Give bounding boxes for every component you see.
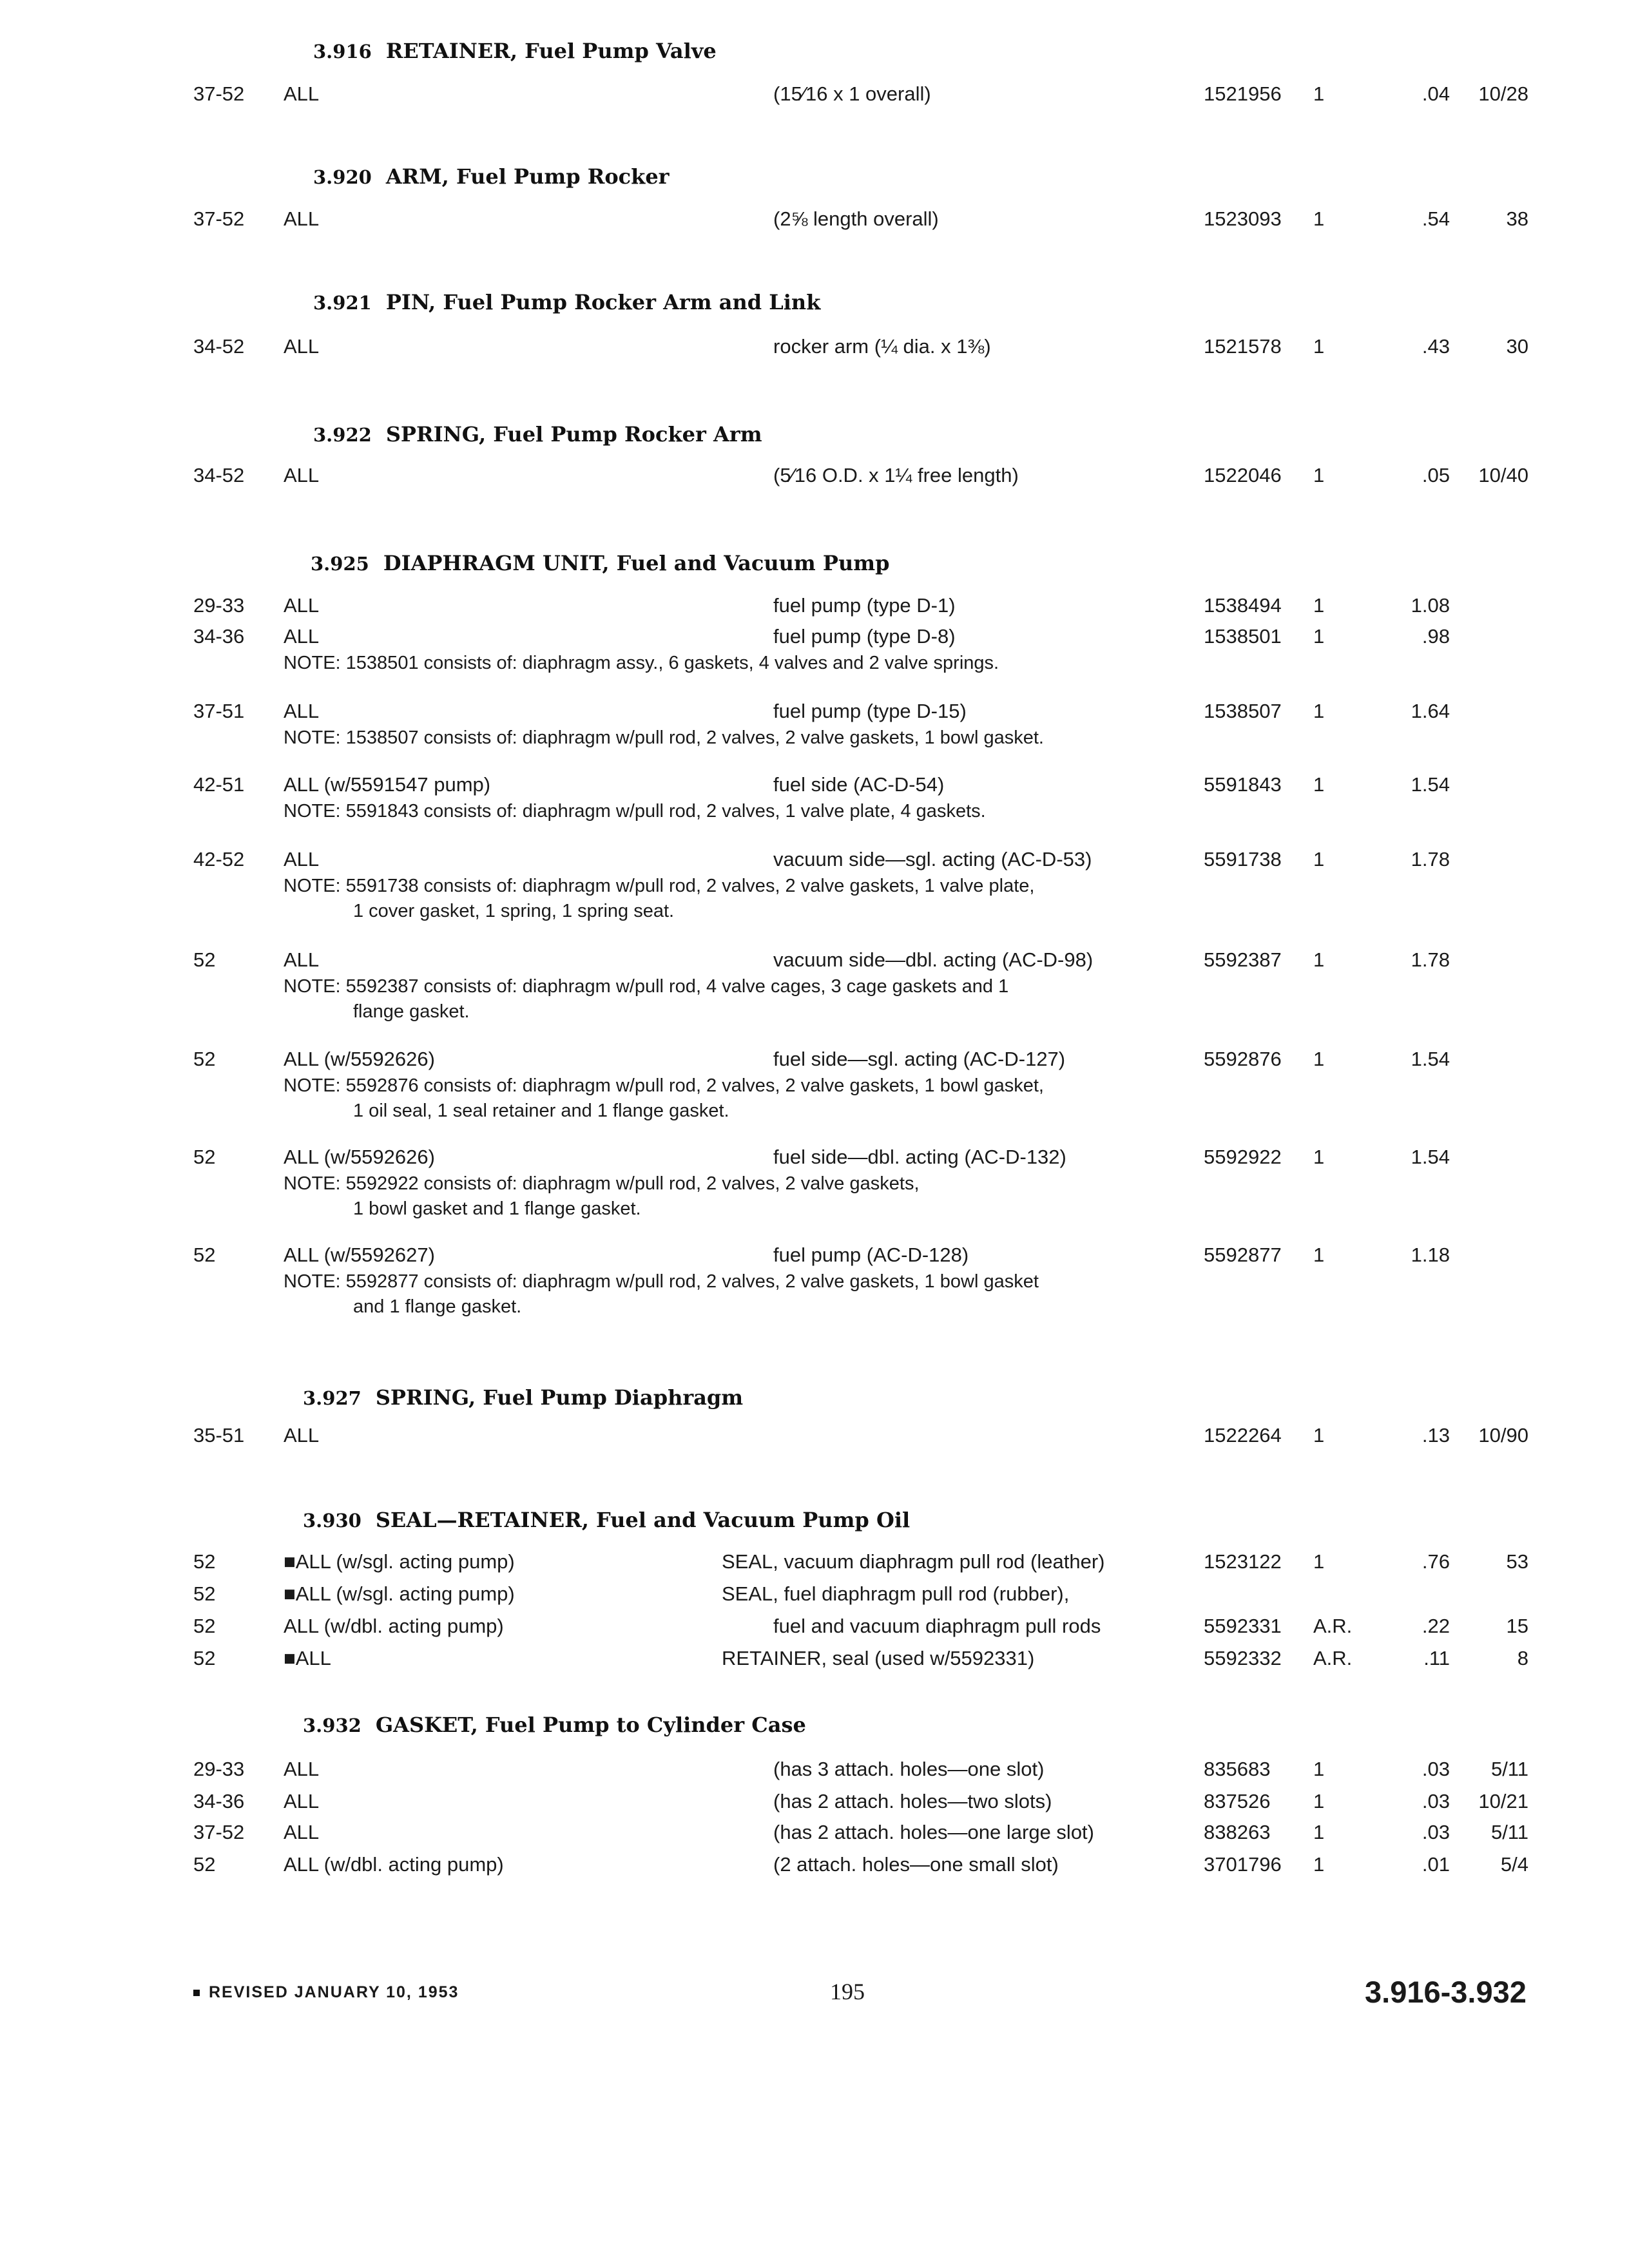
part-number: 5591843 bbox=[1204, 773, 1282, 796]
part-number: 1523093 bbox=[1204, 207, 1282, 230]
part-number: 1522046 bbox=[1204, 464, 1282, 486]
model-applicability: ALL bbox=[284, 594, 320, 617]
section-title: RETAINER, Fuel Pump Valve bbox=[385, 39, 717, 63]
table-row bbox=[0, 1582, 1629, 1613]
quantity: 1 bbox=[1313, 1790, 1325, 1812]
quantity: 1 bbox=[1313, 464, 1325, 486]
list-price: .54 bbox=[1422, 207, 1450, 230]
table-row bbox=[0, 464, 1629, 495]
section-title: DIAPHRAGM UNIT, Fuel and Vacuum Pump bbox=[383, 551, 890, 575]
quantity: 1 bbox=[1313, 1550, 1325, 1573]
part-description: vacuum side—dbl. acting (AC-D-98) bbox=[773, 948, 1094, 971]
part-description: (has 2 attach. holes—two slots) bbox=[773, 1790, 1052, 1812]
note-line-continued: and 1 flange gasket. bbox=[353, 1296, 522, 1317]
section-heading bbox=[313, 422, 762, 447]
model-applicability: ALL (w/dbl. acting pump) bbox=[284, 1853, 504, 1876]
part-number: 3701796 bbox=[1204, 1853, 1282, 1876]
section-number: 3.925 bbox=[311, 553, 369, 575]
quantity: 1 bbox=[1313, 1146, 1325, 1168]
model-years: 29-33 bbox=[193, 1758, 245, 1780]
list-price: 1.54 bbox=[1411, 1146, 1450, 1168]
part-number: 1538507 bbox=[1204, 700, 1282, 722]
list-price: .22 bbox=[1422, 1615, 1450, 1637]
part-description: (has 3 attach. holes—one slot) bbox=[773, 1758, 1045, 1780]
quantity: 1 bbox=[1313, 1821, 1325, 1843]
list-price: .01 bbox=[1422, 1853, 1450, 1876]
catalog-ref: 10/28 bbox=[1478, 82, 1528, 105]
quantity: A.R. bbox=[1313, 1647, 1353, 1669]
note-line: NOTE: 1538507 consists of: diaphragm w/pull rod, 2 valves, 2 valve gaskets, 1 bowl gasket. bbox=[284, 727, 1044, 748]
list-price: 1.08 bbox=[1411, 594, 1450, 617]
table-row bbox=[0, 594, 1629, 625]
catalog-ref: 5/11 bbox=[1490, 1758, 1528, 1780]
model-applicability: ALL bbox=[284, 335, 320, 358]
part-note bbox=[284, 1073, 1199, 1124]
model-years: 52 bbox=[193, 1647, 216, 1669]
section-title: SPRING, Fuel Pump Rocker Arm bbox=[385, 422, 762, 447]
catalog-ref: 8 bbox=[1517, 1647, 1528, 1669]
model-years: 35-51 bbox=[193, 1424, 245, 1446]
part-number: 837526 bbox=[1204, 1790, 1271, 1812]
section-title: ARM, Fuel Pump Rocker bbox=[385, 164, 670, 189]
model-years: 52 bbox=[193, 1550, 216, 1573]
catalog-ref: 10/90 bbox=[1478, 1424, 1528, 1446]
list-price: 1.78 bbox=[1411, 948, 1450, 971]
section-number: 3.930 bbox=[303, 1510, 361, 1532]
section-number: 3.920 bbox=[313, 166, 372, 188]
section-range: 3.916-3.932 bbox=[1365, 1975, 1527, 2009]
part-note bbox=[284, 651, 1199, 676]
model-applicability: ALL (w/5592627) bbox=[284, 1244, 435, 1266]
catalog-ref: 38 bbox=[1506, 207, 1528, 230]
section-number: 3.922 bbox=[313, 424, 372, 446]
model-years: 52 bbox=[193, 1048, 216, 1070]
model-applicability: ■ALL (w/sgl. acting pump) bbox=[284, 1550, 515, 1573]
model-years: 37-51 bbox=[193, 700, 245, 722]
part-note bbox=[284, 1269, 1199, 1320]
model-years: 37-52 bbox=[193, 82, 245, 105]
model-applicability: ALL (w/5592626) bbox=[284, 1048, 435, 1070]
part-description: fuel side—sgl. acting (AC-D-127) bbox=[773, 1048, 1066, 1070]
list-price: 1.78 bbox=[1411, 848, 1450, 870]
section-heading bbox=[303, 1508, 910, 1532]
note-line-continued: 1 bowl gasket and 1 flange gasket. bbox=[353, 1198, 641, 1219]
part-number: 835683 bbox=[1204, 1758, 1271, 1780]
model-years: 37-52 bbox=[193, 207, 245, 230]
part-description: (2 attach. holes—one small slot) bbox=[773, 1853, 1059, 1876]
section-heading bbox=[313, 290, 820, 314]
catalog-ref: 53 bbox=[1506, 1550, 1528, 1573]
note-line: NOTE: 5591738 consists of: diaphragm w/pull rod, 2 valves, 2 valve gaskets, 1 valve plate, bbox=[284, 876, 1035, 896]
part-description: (5⁄16 O.D. x 1¼ free length) bbox=[773, 464, 1019, 486]
quantity: 1 bbox=[1313, 207, 1325, 230]
section-number: 3.927 bbox=[303, 1387, 361, 1409]
quantity: 1 bbox=[1313, 1758, 1325, 1780]
note-line-continued: flange gasket. bbox=[353, 1001, 470, 1022]
model-years: 52 bbox=[193, 1244, 216, 1266]
model-applicability: ALL bbox=[284, 625, 320, 648]
model-applicability: ALL (w/dbl. acting pump) bbox=[284, 1615, 504, 1637]
model-years: 52 bbox=[193, 948, 216, 971]
part-note bbox=[284, 1171, 1199, 1222]
part-note bbox=[284, 874, 1199, 924]
quantity: 1 bbox=[1313, 1244, 1325, 1266]
list-price: .03 bbox=[1422, 1821, 1450, 1843]
part-description: fuel pump (type D-15) bbox=[773, 700, 967, 722]
quantity: 1 bbox=[1313, 948, 1325, 971]
note-line: NOTE: 5592387 consists of: diaphragm w/pull rod, 4 valve cages, 3 cage gaskets and 1 bbox=[284, 976, 1009, 997]
model-applicability: ALL bbox=[284, 1758, 320, 1780]
part-description: vacuum side—sgl. acting (AC-D-53) bbox=[773, 848, 1092, 870]
list-price: .13 bbox=[1422, 1424, 1450, 1446]
part-description: (2⅝ length overall) bbox=[773, 207, 939, 230]
section-heading bbox=[303, 1713, 806, 1737]
table-row bbox=[0, 1647, 1629, 1678]
model-applicability: ALL bbox=[284, 82, 320, 105]
quantity: 1 bbox=[1313, 848, 1325, 870]
part-description: rocker arm (¼ dia. x 1⅜) bbox=[773, 335, 991, 358]
list-price: 1.18 bbox=[1411, 1244, 1450, 1266]
table-row bbox=[0, 1424, 1629, 1455]
list-price: .03 bbox=[1422, 1790, 1450, 1812]
model-years: 34-36 bbox=[193, 625, 245, 648]
table-row bbox=[0, 1790, 1629, 1821]
section-number: 3.916 bbox=[313, 41, 372, 62]
model-applicability: ■ALL bbox=[284, 1647, 331, 1669]
section-number: 3.921 bbox=[313, 292, 372, 314]
part-number: 5592387 bbox=[1204, 948, 1282, 971]
quantity: 1 bbox=[1313, 773, 1325, 796]
catalog-ref: 10/40 bbox=[1478, 464, 1528, 486]
quantity: 1 bbox=[1313, 625, 1325, 648]
model-applicability: ALL bbox=[284, 848, 320, 870]
section-title: PIN, Fuel Pump Rocker Arm and Link bbox=[385, 290, 821, 314]
model-years: 52 bbox=[193, 1582, 216, 1605]
part-description: SEAL, fuel diaphragm pull rod (rubber), bbox=[722, 1582, 1070, 1605]
revision-date: REVISED JANUARY 10, 1953 bbox=[209, 1983, 459, 2001]
note-line: NOTE: 5592876 consists of: diaphragm w/pull rod, 2 valves, 2 valve gaskets, 1 bowl gasket, bbox=[284, 1075, 1044, 1096]
square-bullet-icon bbox=[193, 1990, 200, 1996]
part-description: SEAL, vacuum diaphragm pull rod (leather) bbox=[722, 1550, 1105, 1573]
model-applicability: ALL bbox=[284, 207, 320, 230]
list-price: .05 bbox=[1422, 464, 1450, 486]
list-price: .04 bbox=[1422, 82, 1450, 105]
part-number: 5591738 bbox=[1204, 848, 1282, 870]
part-description: RETAINER, seal (used w/5592331) bbox=[722, 1647, 1035, 1669]
part-number: 1522264 bbox=[1204, 1424, 1282, 1446]
part-description: fuel pump (type D-1) bbox=[773, 594, 956, 617]
quantity: 1 bbox=[1313, 1424, 1325, 1446]
model-applicability: ALL bbox=[284, 948, 320, 971]
model-years: 34-36 bbox=[193, 1790, 245, 1812]
list-price: 1.54 bbox=[1411, 773, 1450, 796]
part-note bbox=[284, 974, 1199, 1024]
section-heading bbox=[313, 39, 717, 63]
part-description: fuel pump (AC-D-128) bbox=[773, 1244, 969, 1266]
section-title: SEAL—RETAINER, Fuel and Vacuum Pump Oil bbox=[375, 1508, 911, 1532]
table-row bbox=[0, 1853, 1629, 1884]
model-applicability: ALL bbox=[284, 464, 320, 486]
part-description: fuel side (AC-D-54) bbox=[773, 773, 945, 796]
model-applicability: ALL bbox=[284, 700, 320, 722]
section-heading bbox=[303, 1385, 743, 1410]
model-applicability: ALL (w/5592626) bbox=[284, 1146, 435, 1168]
list-price: 1.64 bbox=[1411, 700, 1450, 722]
model-applicability: ALL bbox=[284, 1790, 320, 1812]
table-row bbox=[0, 1615, 1629, 1646]
part-number: 1523122 bbox=[1204, 1550, 1282, 1573]
quantity: 1 bbox=[1313, 594, 1325, 617]
catalog-ref: 5/11 bbox=[1490, 1821, 1528, 1843]
note-line-continued: 1 cover gasket, 1 spring, 1 spring seat. bbox=[353, 901, 675, 921]
list-price: .76 bbox=[1422, 1550, 1450, 1573]
catalog-ref: 15 bbox=[1506, 1615, 1528, 1637]
quantity: 1 bbox=[1313, 700, 1325, 722]
page-number: 195 bbox=[830, 1979, 865, 2004]
part-number: 1521956 bbox=[1204, 82, 1282, 105]
quantity: 1 bbox=[1313, 1048, 1325, 1070]
quantity: A.R. bbox=[1313, 1615, 1353, 1637]
part-description: fuel side—dbl. acting (AC-D-132) bbox=[773, 1146, 1066, 1168]
note-line-continued: 1 oil seal, 1 seal retainer and 1 flange gasket. bbox=[353, 1100, 729, 1121]
part-note bbox=[284, 799, 1199, 824]
model-applicability: ALL bbox=[284, 1821, 320, 1843]
part-number: 5592331 bbox=[1204, 1615, 1282, 1637]
quantity: 1 bbox=[1313, 335, 1325, 358]
part-number: 5592332 bbox=[1204, 1647, 1282, 1669]
note-line: NOTE: 1538501 consists of: diaphragm assy., 6 gaskets, 4 valves and 2 valve springs. bbox=[284, 653, 999, 673]
revision-note bbox=[193, 1983, 459, 2002]
list-price: .11 bbox=[1423, 1647, 1450, 1669]
list-price: .03 bbox=[1422, 1758, 1450, 1780]
section-number: 3.932 bbox=[303, 1715, 361, 1736]
section-heading bbox=[313, 164, 670, 189]
note-line: NOTE: 5591843 consists of: diaphragm w/pull rod, 2 valves, 1 valve plate, 4 gaskets. bbox=[284, 801, 986, 822]
model-years: 52 bbox=[193, 1146, 216, 1168]
table-row bbox=[0, 207, 1629, 238]
table-row bbox=[0, 82, 1629, 113]
part-number: 1538494 bbox=[1204, 594, 1282, 617]
model-years: 34-52 bbox=[193, 335, 245, 358]
quantity: 1 bbox=[1313, 82, 1325, 105]
model-years: 52 bbox=[193, 1853, 216, 1876]
table-row bbox=[0, 1821, 1629, 1852]
model-applicability: ALL bbox=[284, 1424, 320, 1446]
section-heading bbox=[311, 551, 889, 575]
model-years: 29-33 bbox=[193, 594, 245, 617]
note-line: NOTE: 5592877 consists of: diaphragm w/pull rod, 2 valves, 2 valve gaskets, 1 bowl gasket bbox=[284, 1271, 1039, 1292]
part-number: 1538501 bbox=[1204, 625, 1282, 648]
part-description: fuel pump (type D-8) bbox=[773, 625, 956, 648]
table-row bbox=[0, 335, 1629, 366]
section-title: SPRING, Fuel Pump Diaphragm bbox=[375, 1385, 744, 1410]
section-title: GASKET, Fuel Pump to Cylinder Case bbox=[375, 1713, 806, 1737]
model-years: 42-51 bbox=[193, 773, 245, 796]
catalog-ref: 30 bbox=[1506, 335, 1528, 358]
list-price: 1.54 bbox=[1411, 1048, 1450, 1070]
note-line: NOTE: 5592922 consists of: diaphragm w/pull rod, 2 valves, 2 valve gaskets, bbox=[284, 1173, 920, 1194]
part-description: (has 2 attach. holes—one large slot) bbox=[773, 1821, 1094, 1843]
model-years: 34-52 bbox=[193, 464, 245, 486]
quantity: 1 bbox=[1313, 1853, 1325, 1876]
model-years: 42-52 bbox=[193, 848, 245, 870]
catalog-ref: 10/21 bbox=[1478, 1790, 1528, 1812]
part-number: 5592877 bbox=[1204, 1244, 1282, 1266]
model-years: 37-52 bbox=[193, 1821, 245, 1843]
part-number: 838263 bbox=[1204, 1821, 1271, 1843]
part-description: fuel and vacuum diaphragm pull rods bbox=[773, 1615, 1101, 1637]
table-row bbox=[0, 1758, 1629, 1789]
model-applicability: ■ALL (w/sgl. acting pump) bbox=[284, 1582, 515, 1605]
part-number: 1521578 bbox=[1204, 335, 1282, 358]
part-number: 5592876 bbox=[1204, 1048, 1282, 1070]
part-description: (15⁄16 x 1 overall) bbox=[773, 82, 931, 105]
list-price: .98 bbox=[1422, 625, 1450, 648]
model-applicability: ALL (w/5591547 pump) bbox=[284, 773, 491, 796]
part-note bbox=[284, 726, 1199, 751]
model-years: 52 bbox=[193, 1615, 216, 1637]
list-price: .43 bbox=[1422, 335, 1450, 358]
catalog-ref: 5/4 bbox=[1500, 1853, 1528, 1876]
table-row bbox=[0, 1550, 1629, 1581]
part-number: 5592922 bbox=[1204, 1146, 1282, 1168]
